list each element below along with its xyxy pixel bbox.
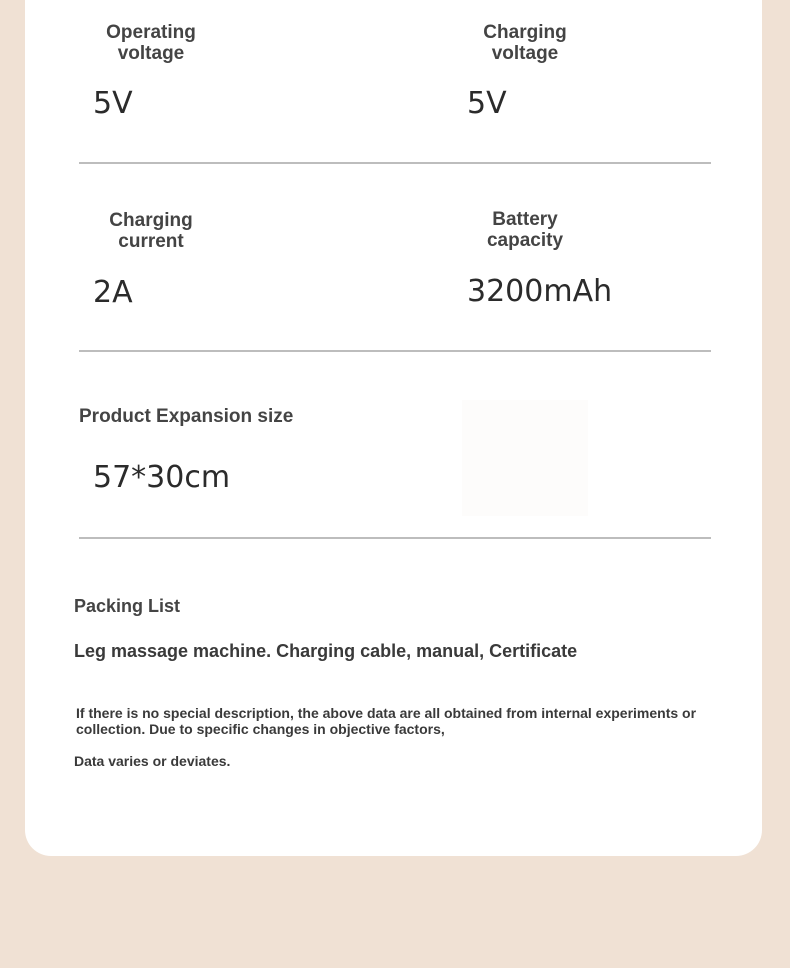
spec-label-line: Charging <box>109 210 193 231</box>
spec-label-charging-voltage <box>453 22 597 64</box>
spec-label-charging-current <box>79 210 223 252</box>
spec-label-line: current <box>118 231 184 252</box>
packing-list-title: Packing List <box>74 596 181 616</box>
expansion-size-label: Product Expansion size <box>79 406 294 427</box>
spec-value-charging-voltage: 5V <box>467 86 507 121</box>
spec-label-line: Battery <box>492 209 558 230</box>
disclaimer-text: If there is no special description, the above data are all obtained from internal experiments or collection. Due to specific changes in objective factors, <box>76 705 697 737</box>
expansion-size-value: 57*30cm <box>93 460 231 495</box>
spec-value-operating-voltage: 5V <box>93 86 133 121</box>
divider <box>79 350 711 352</box>
placeholder-block <box>462 400 588 516</box>
divider <box>79 162 711 164</box>
divider <box>79 537 711 539</box>
spec-label-line: Charging <box>483 22 567 43</box>
spec-label-line: Operating <box>106 22 196 43</box>
spec-label-line: voltage <box>117 43 185 64</box>
spec-label-battery-capacity <box>453 209 597 251</box>
packing-list-items: Leg massage machine. Charging cable, manual, Certificate <box>74 641 578 661</box>
spec-label-line: voltage <box>491 43 559 64</box>
spec-label-operating-voltage <box>79 22 223 64</box>
spec-label-line: capacity <box>486 230 564 251</box>
spec-value-charging-current: 2A <box>93 275 133 310</box>
disclaimer-text-2: Data varies or deviates. <box>74 753 231 769</box>
spec-value-battery-capacity: 3200mAh <box>467 274 613 309</box>
